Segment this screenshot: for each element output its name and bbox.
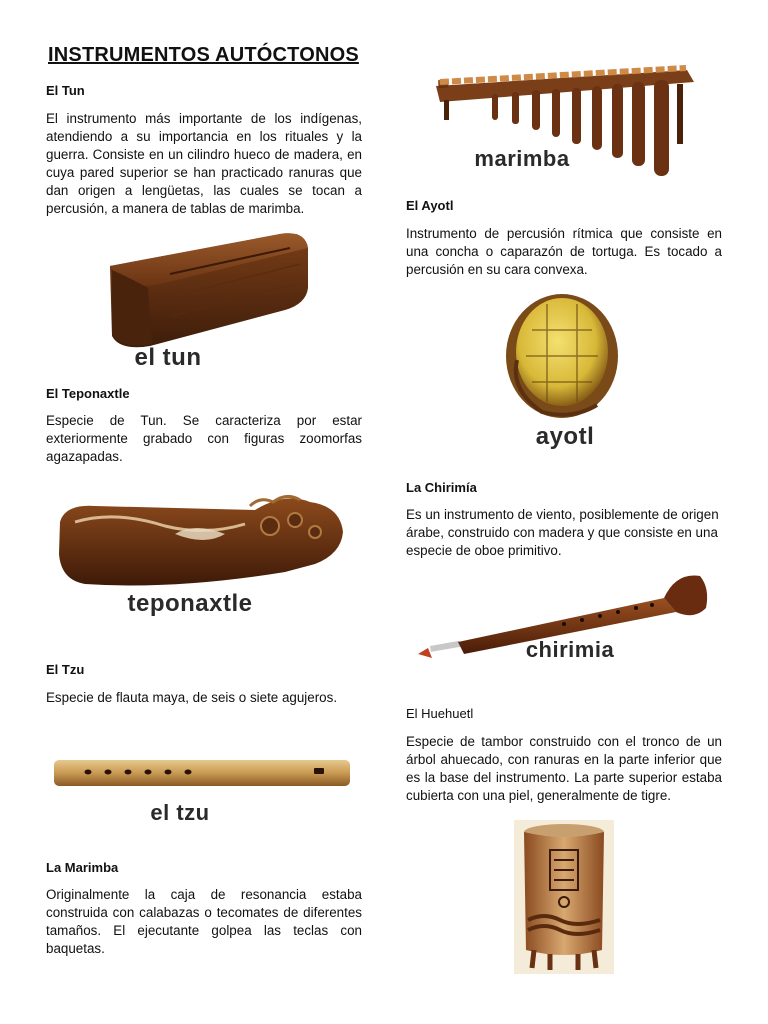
text-tzu: Especie de flauta maya, de seis o siete agujeros. — [46, 690, 338, 705]
text-huehuetl: Especie de tambor construido con el tronco de un árbol ahuecado, con ranuras en la parte inferior que es la base del instrumento. La parte superior estaba cubierta con una piel, generalmente de tigre. — [406, 734, 722, 803]
ayotl-image — [502, 290, 622, 420]
caption-teponaxtle: teponaxtle — [127, 590, 253, 617]
text-marimba: Originalmente la caja de resonancia estaba construida con calabazas o tecomates de diferentes tamaños. El ejecutante golpea las teclas con baquetas. — [46, 887, 362, 956]
text-tun: El instrumento más importante de los indígenas, atendiendo a su importancia en los rituales y la guerra. Consiste en un cilindro hueco de madera, en cuya pared superior se han practicado ranuras que dan origen a lengüetas, las cuales se tocan a percusión, a manera de tablas de marimba. — [46, 111, 362, 216]
text-chirimia: Es un instrumento de viento, posiblemente de origen árabe, construido con madera y que consiste en una especie de oboe primitivo. — [406, 507, 719, 558]
tzu-image — [52, 756, 352, 792]
heading-teponaxtle: El Teponaxtle — [46, 386, 130, 401]
caption-tzu: el tzu — [150, 800, 210, 825]
caption-tun: el tun — [134, 344, 202, 371]
text-teponaxtle: Especie de Tun. Se caracteriza por estar exteriormente grabado con figuras zoomorfas agazapadas. — [46, 413, 362, 464]
huehuetl-image — [514, 820, 614, 974]
text-ayotl: Instrumento de percusión rítmica que consiste en una concha o caparazón de tortuga. Es tocado a percusión en su cara convexa. — [406, 226, 722, 277]
caption-marimba: marimba — [474, 146, 570, 171]
heading-marimba: La Marimba — [46, 860, 119, 875]
caption-ayotl: ayotl — [535, 423, 595, 450]
heading-tzu: El Tzu — [46, 662, 85, 677]
page-title: INSTRUMENTOS AUTÓCTONOS — [48, 44, 359, 66]
tun-image — [100, 226, 315, 351]
heading-chirimia: La Chirimía — [406, 480, 477, 495]
heading-tun: El Tun — [46, 83, 85, 98]
heading-ayotl: El Ayotl — [406, 198, 454, 213]
teponaxtle-image — [55, 492, 347, 592]
heading-huehuetl: El Huehuetl — [406, 706, 474, 721]
caption-chirimia: chirimia — [525, 637, 615, 662]
